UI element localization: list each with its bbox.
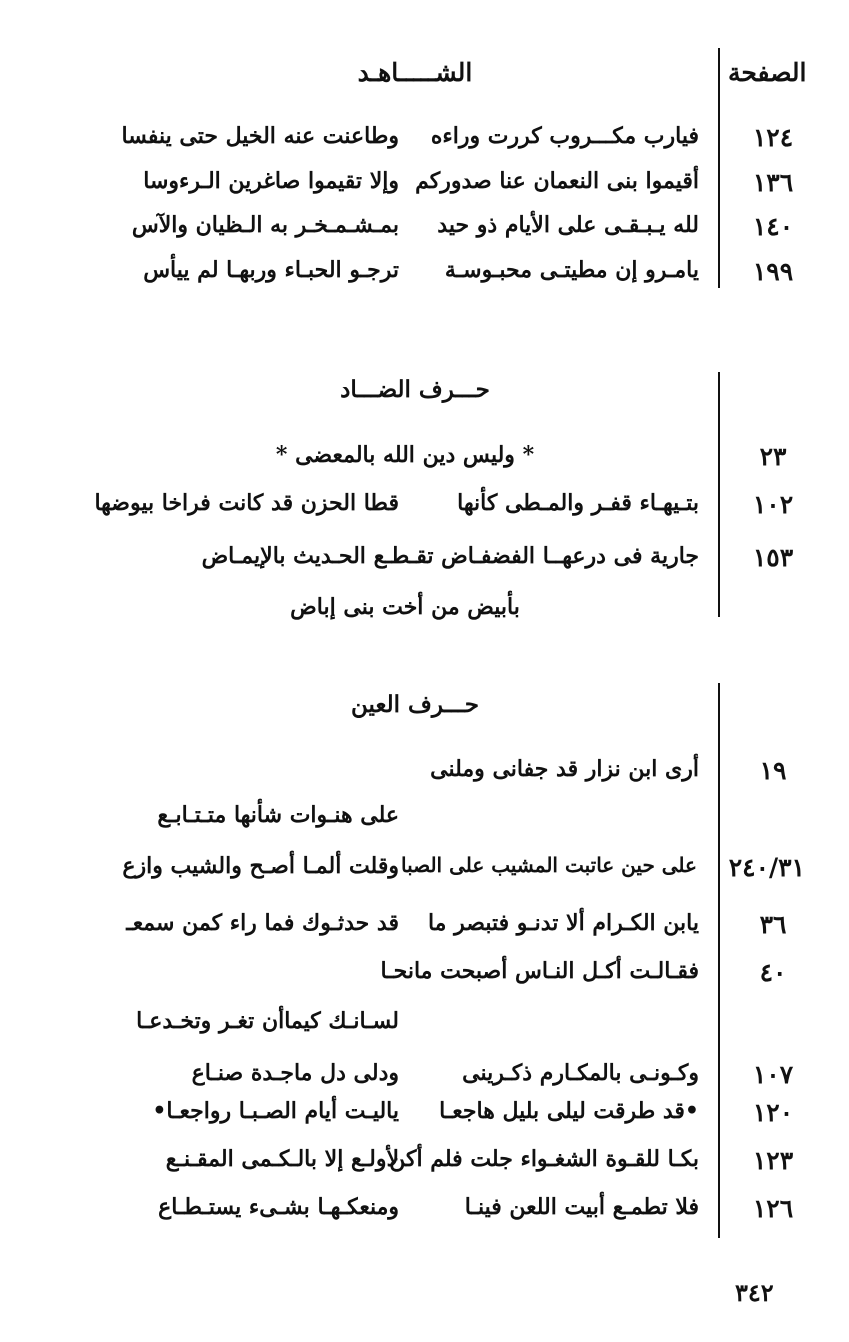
- page-ref: ٢٤٠/٣١: [728, 853, 805, 882]
- column-divider: [718, 48, 720, 288]
- hemistich-second: وطاعنت عنه الخيل حتى ينفسا: [121, 123, 399, 149]
- page-ref: ١٢٣: [752, 1146, 794, 1175]
- hemistich-second: ياليـت أيام الصـبـا رواجعـا•: [152, 1098, 399, 1124]
- hemistich-second: ومنعكـهـا بشـىء يستـطـاع: [158, 1194, 399, 1220]
- hemistich-first: يامـرو إن مطيتـى محبـوسـة: [444, 257, 699, 283]
- page-ref: ٤٠: [759, 958, 787, 987]
- hemistich-first: بتـيهـاء قفـر والمـطى كأنها: [457, 490, 699, 516]
- hemistich-second: وإلا تقيموا صاغرين الـرءوسا: [143, 168, 399, 194]
- hemistich-first: وكـونـى بالمكـارم ذكـرينى: [462, 1060, 699, 1086]
- hemistich-second: قد حدثـوك فما راء كمن سمعـ: [126, 910, 399, 936]
- column-divider: [718, 683, 720, 1238]
- hemistich-first: أرى ابن نزار قد جفانى وملنى: [430, 756, 699, 782]
- page-ref: ١٢٠: [752, 1098, 794, 1127]
- verse-line: جارية فى درعهــا الفضفـاض تقـطـع الحـديث بالإيمـاض: [201, 543, 699, 569]
- hemistich-second: قطا الحزن قد كانت فراخا بيوضها: [94, 490, 399, 516]
- section-title: الشـــــاهـد: [357, 58, 473, 87]
- hemistich-first: على حين عاتبت المشيب على الصبا: [400, 853, 697, 877]
- hemistich-second: لأولـع إلا بالـكـمى المقـنـع: [165, 1146, 399, 1172]
- hemistich-first: •قد طرقت ليلى بليل هاجعـا: [439, 1098, 699, 1124]
- verse-line: * وليس دين الله بالمعضى *: [275, 442, 535, 468]
- page-ref: ٣٦: [759, 910, 787, 939]
- hemistich-first: يابن الكـرام ألا تدنـو فتبصر ما: [427, 910, 699, 936]
- section-title: حـــرف الضـــاد: [340, 376, 490, 403]
- page-ref: ١٠٧: [752, 1060, 794, 1089]
- page-ref: ١٣٦: [752, 168, 794, 197]
- page-ref: ١٩٩: [752, 257, 794, 286]
- column-divider: [718, 372, 720, 617]
- hemistich-first: أقيموا بنى النعمان عنا صدوركم: [415, 168, 699, 194]
- hemistich-first: لله يـبـقـى على الأيام ذو حيد: [437, 212, 699, 238]
- page-ref: ١٩: [759, 756, 787, 785]
- hemistich-second: ترجـو الحبـاء وربهـا لم ييأس: [143, 257, 399, 283]
- hemistich-second: لسـانـك كيماأن تغـر وتخـدعـا: [136, 1008, 399, 1034]
- page-number: ٣٤٢: [735, 1278, 774, 1307]
- hemistich-first: فلا تطمـع أبيت اللعن فينـا: [464, 1194, 699, 1220]
- page-ref: ٢٣: [759, 442, 787, 471]
- hemistich-first: فقـالـت أكـل النـاس أصبحت مانحـا: [380, 958, 699, 984]
- page-ref: ١٥٣: [752, 543, 794, 572]
- hemistich-first: بكـا للقـوة الشغـواء جلت فلم أكن: [389, 1146, 699, 1172]
- column-header-page: الصفحة: [728, 58, 807, 87]
- hemistich-second: وقلت ألمـا أصـح والشيب وازع: [122, 853, 399, 879]
- hemistich-second: بمـشـمـخـر به الـظيان والآس: [131, 212, 399, 238]
- hemistich-second: على هنـوات شأنها متـتـابـع: [157, 802, 399, 828]
- page-ref: ١٠٢: [752, 490, 794, 519]
- page-ref: ١٢٦: [752, 1194, 794, 1223]
- verse-line: بأبيض من أخت بنى إباض: [290, 594, 520, 620]
- page-ref: ١٢٤: [752, 123, 794, 152]
- page-ref: ١٤٠: [752, 212, 794, 241]
- hemistich-first: فيارب مكـــروب كررت وراءه: [430, 123, 699, 149]
- hemistich-second: ودلى دل ماجـدة صنـاع: [191, 1060, 399, 1086]
- section-title: حـــرف العين: [351, 691, 479, 718]
